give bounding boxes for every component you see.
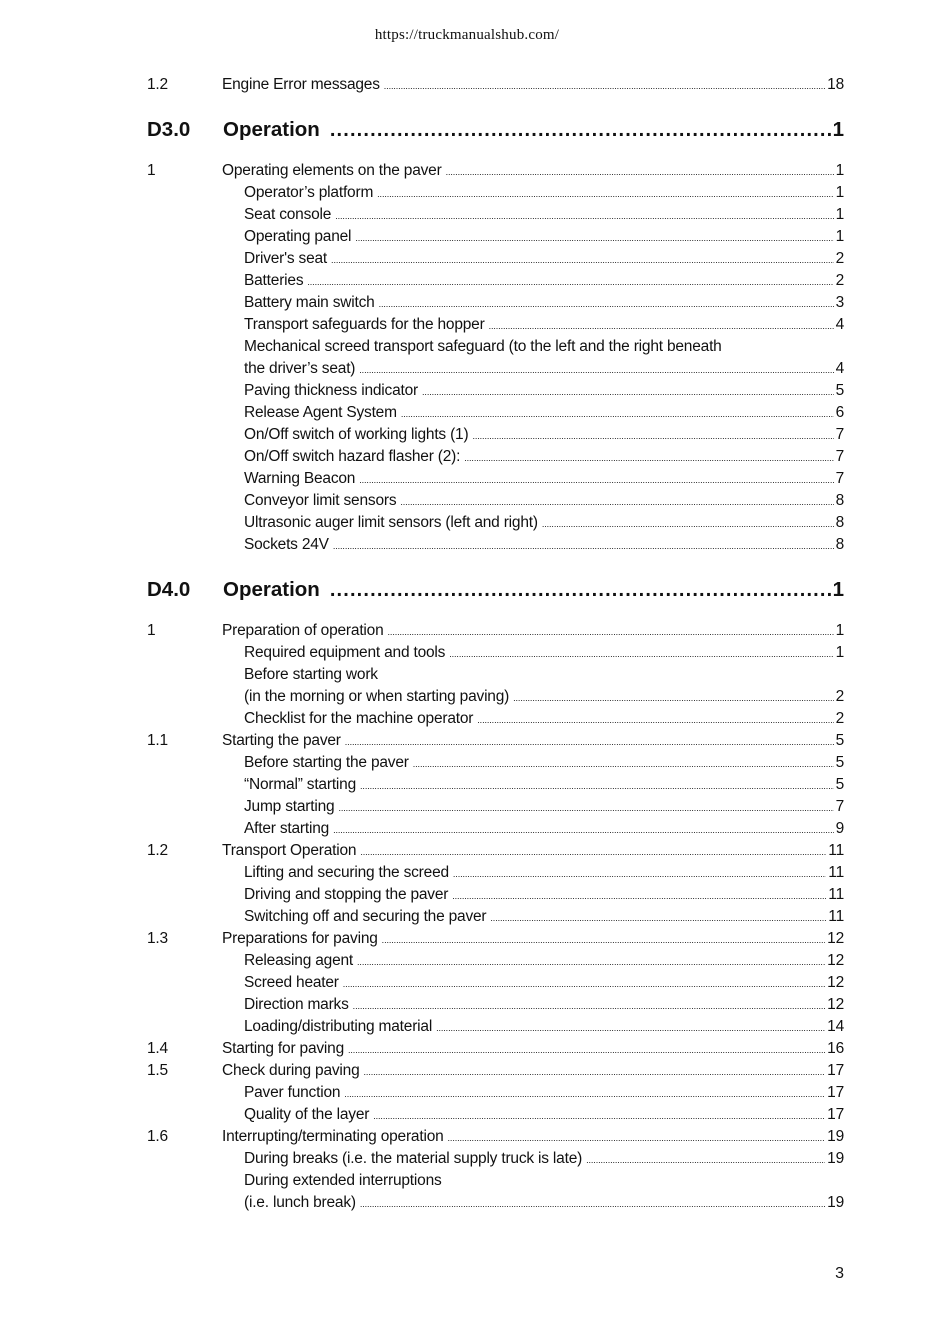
toc-entry-page: 5 [835, 754, 844, 771]
toc-entry-number: 1.5 [147, 1062, 168, 1079]
toc-entry-page: 18 [827, 76, 844, 93]
toc-entry-body [244, 490, 844, 513]
toc-entry-number: 1.3 [147, 930, 168, 947]
toc-section-heading[interactable] [147, 106, 844, 150]
toc-entry-page: 1 [835, 622, 844, 639]
toc-entry-page: 2 [835, 250, 844, 267]
toc-entry[interactable] [147, 994, 844, 1016]
toc-entry-page: 5 [835, 732, 844, 749]
toc-entry-title: Jump starting [244, 798, 335, 815]
toc-entry-body [244, 774, 844, 797]
toc-entry-page: 4 [835, 316, 844, 333]
toc-entry-body [244, 818, 844, 841]
toc-leader-dots [448, 1126, 826, 1149]
toc-entry-title: Release Agent System [244, 404, 397, 421]
toc-entry-page: 11 [828, 842, 844, 859]
toc-entry[interactable] [147, 446, 844, 468]
toc-entry-title: Seat console [244, 206, 332, 223]
toc-entry-body [244, 468, 844, 491]
toc-entry-number: 1.2 [147, 76, 168, 93]
toc-entry-title: Screed heater [244, 974, 339, 991]
toc-leader-dots [359, 468, 833, 491]
toc-entry[interactable] [147, 292, 844, 314]
toc-entry-page: 1 [832, 578, 844, 601]
toc-entry-page: 17 [827, 1084, 844, 1101]
toc-entry-title: During extended interruptions [244, 1172, 442, 1189]
toc-entry[interactable] [147, 862, 844, 884]
toc-entry-title: Preparation of operation [222, 622, 384, 639]
toc-entry-title: Operation [223, 118, 320, 141]
toc-entry-body [244, 950, 844, 973]
toc-entry-body [244, 292, 844, 315]
toc-leader-dots [330, 578, 831, 602]
toc-entry-body [244, 380, 844, 403]
toc-entry[interactable] [147, 270, 844, 292]
toc-leader-dots [513, 686, 833, 709]
toc-entry[interactable] [147, 358, 844, 380]
toc-entry-body [223, 118, 844, 142]
toc-entry[interactable] [147, 818, 844, 840]
toc-leader-dots [464, 446, 833, 469]
toc-entry-title: Lifting and securing the screed [244, 864, 449, 881]
toc-entry-body [244, 446, 844, 469]
toc-entry[interactable] [147, 468, 844, 490]
toc-entry-title: Ultrasonic auger limit sensors (left and right) [244, 514, 538, 531]
toc-entry-body [244, 226, 844, 249]
toc-entry-page: 12 [827, 952, 844, 969]
toc-entry-body [222, 928, 844, 951]
toc-entry[interactable] [147, 1082, 844, 1104]
toc-entry-page: 17 [827, 1062, 844, 1079]
toc-entry-title: Check during paving [222, 1062, 360, 1079]
toc-leader-dots [388, 620, 834, 643]
toc-entry[interactable] [147, 490, 844, 512]
toc-entry-page: 5 [835, 776, 844, 793]
toc-leader-dots [436, 1016, 825, 1039]
toc-entry-page: 1 [835, 644, 844, 661]
toc-entry-title: Required equipment and tools [244, 644, 446, 661]
toc-entry-number: 1 [147, 622, 156, 639]
toc-entry-body [244, 336, 844, 358]
toc-entry[interactable] [147, 336, 844, 358]
toc-entry-title: Before starting the paver [244, 754, 409, 771]
toc-entry-title: Operator’s platform [244, 184, 374, 201]
toc-entry-body [222, 1126, 844, 1149]
toc-entry[interactable] [147, 402, 844, 424]
toc-entry-page: 11 [828, 908, 844, 925]
toc-leader-dots [330, 118, 831, 142]
toc-entry-body [244, 708, 844, 731]
toc-entry-page: 1 [835, 184, 844, 201]
toc-leader-dots [355, 226, 833, 249]
toc-entry-body [222, 730, 844, 753]
toc-leader-dots [345, 730, 834, 753]
toc-entry[interactable] [147, 534, 844, 556]
toc-entry-body [222, 74, 844, 97]
toc-leader-dots [359, 358, 833, 381]
toc-entry[interactable] [147, 950, 844, 972]
toc-entry-title: Battery main switch [244, 294, 375, 311]
toc-entry-page: 4 [835, 360, 844, 377]
toc-leader-dots [373, 1104, 825, 1127]
toc-entry-body [244, 204, 844, 227]
toc-entry-title: Driving and stopping the paver [244, 886, 449, 903]
toc-entry-body [244, 248, 844, 271]
toc-entry-body [222, 620, 844, 643]
toc-entry-title: Before starting work [244, 666, 378, 683]
source-url[interactable]: https://truckmanualshub.com/ [374, 27, 560, 43]
toc-entry[interactable] [147, 752, 844, 774]
toc-leader-dots [360, 1192, 825, 1215]
toc-entry-body [222, 1060, 844, 1083]
toc-entry[interactable] [147, 182, 844, 204]
toc-entry-title: Paver function [244, 1084, 341, 1101]
toc-entry[interactable] [147, 884, 844, 906]
toc-entry-title: Mechanical screed transport safeguard (to the left and the right beneath [244, 338, 722, 355]
toc-entry-body [244, 512, 844, 535]
toc-entry-body [223, 578, 844, 602]
toc-entry[interactable] [147, 1038, 844, 1060]
toc-entry-page: 16 [827, 1040, 844, 1057]
toc-entry-page: 14 [827, 1018, 844, 1035]
toc-entry[interactable] [147, 730, 844, 752]
toc-entry[interactable] [147, 160, 844, 182]
toc-entry-title: On/Off switch hazard flasher (2): [244, 448, 461, 465]
toc-entry-title: Quality of the layer [244, 1106, 370, 1123]
toc-entry-title: Starting the paver [222, 732, 341, 749]
toc-leader-dots [335, 204, 833, 227]
toc-entry-body [244, 1192, 844, 1215]
toc-entry-body [244, 664, 844, 686]
toc-leader-dots [343, 972, 825, 995]
toc-entry-body [244, 906, 844, 929]
toc-entry[interactable] [147, 1126, 844, 1148]
toc-entry-body [222, 840, 844, 863]
toc-entry-title: Driver's seat [244, 250, 328, 267]
toc-entry-title: Sockets 24V [244, 536, 329, 553]
toc-entry-page: 7 [835, 470, 844, 487]
toc-entry-body [244, 1104, 844, 1127]
toc-entry-page: 12 [827, 974, 844, 991]
toc-entry-page: 8 [835, 492, 844, 509]
toc-entry-title: “Normal” starting [244, 776, 357, 793]
toc-leader-dots [490, 906, 826, 929]
toc-entry-title: Checklist for the machine operator [244, 710, 474, 727]
toc-entry[interactable] [147, 840, 844, 862]
toc-entry-body [222, 160, 844, 183]
toc-entry-body [244, 358, 844, 381]
toc-leader-dots [401, 402, 834, 425]
toc-entry-page: 17 [827, 1106, 844, 1123]
toc-entry-title: Direction marks [244, 996, 349, 1013]
toc-entry-title: Releasing agent [244, 952, 354, 969]
toc-entry-body [244, 1082, 844, 1105]
toc-entry-title: (in the morning or when starting paving) [244, 688, 510, 705]
toc-entry-number: 1 [147, 162, 156, 179]
toc-entry[interactable] [147, 1104, 844, 1126]
toc-entry-page: 2 [835, 272, 844, 289]
toc-leader-dots [449, 642, 833, 665]
toc-leader-dots [331, 248, 834, 271]
toc-entry[interactable] [147, 928, 844, 950]
toc-entry-body [244, 752, 844, 775]
toc-leader-dots [360, 774, 834, 797]
toc-leader-dots [307, 270, 833, 293]
toc-entry-page: 1 [835, 228, 844, 245]
toc-entry-page: 8 [835, 536, 844, 553]
toc-entry-page: 19 [827, 1194, 844, 1211]
toc-leader-dots [333, 534, 834, 557]
toc-leader-dots [384, 74, 825, 97]
toc-entry-body [244, 994, 844, 1017]
toc-entry[interactable] [147, 1192, 844, 1214]
toc-entry-body [222, 1038, 844, 1061]
toc-entry-title: Batteries [244, 272, 304, 289]
page-number: 3 [835, 1265, 844, 1282]
toc-entry-title: Transport safeguards for the hopper [244, 316, 485, 333]
toc-leader-dots [586, 1148, 825, 1171]
toc-entry-body [244, 270, 844, 293]
toc-entry[interactable] [147, 708, 844, 730]
toc-entry-page: 7 [835, 798, 844, 815]
toc-entry-body [244, 796, 844, 819]
toc-leader-dots [357, 950, 825, 973]
toc-entry[interactable] [147, 1016, 844, 1038]
toc-leader-dots [344, 1082, 825, 1105]
toc-entry-body [244, 884, 844, 907]
toc-entry-body [244, 1170, 844, 1192]
toc-entry[interactable] [147, 1170, 844, 1192]
toc-entry-page: 7 [835, 426, 844, 443]
toc-entry-page: 9 [835, 820, 844, 837]
toc-entry-page: 19 [827, 1150, 844, 1167]
toc-entry-title: Operating elements on the paver [222, 162, 442, 179]
toc-entry-number: D3.0 [147, 118, 191, 141]
toc-entry-body [244, 402, 844, 425]
toc-entry-page: 1 [832, 118, 844, 141]
toc-entry[interactable] [147, 686, 844, 708]
toc-entry-body [244, 686, 844, 709]
toc-entry[interactable] [147, 380, 844, 402]
toc-entry-page: 6 [835, 404, 844, 421]
toc-section-heading[interactable] [147, 566, 844, 610]
toc-entry[interactable] [147, 424, 844, 446]
toc-entry-title: On/Off switch of working lights (1) [244, 426, 469, 443]
toc-entry-body [244, 1016, 844, 1039]
toc-leader-dots [377, 182, 833, 205]
toc-entry-body [244, 972, 844, 995]
toc-leader-dots [413, 752, 834, 775]
toc-leader-dots [364, 1060, 826, 1083]
toc-leader-dots [333, 818, 834, 841]
toc-entry-page: 5 [835, 382, 844, 399]
toc-entry-number: 1.6 [147, 1128, 168, 1145]
toc-entry-title: Interrupting/terminating operation [222, 1128, 444, 1145]
toc-entry[interactable] [147, 972, 844, 994]
toc-leader-dots [348, 1038, 825, 1061]
toc-entry[interactable] [147, 1060, 844, 1082]
toc-entry-number: 1.2 [147, 842, 168, 859]
toc-entry[interactable] [147, 314, 844, 336]
toc-leader-dots [400, 490, 833, 513]
table-of-contents [147, 74, 844, 1214]
toc-entry-title: Operating panel [244, 228, 352, 245]
toc-entry-page: 12 [827, 930, 844, 947]
toc-entry-title: During breaks (i.e. the material supply truck is late) [244, 1150, 583, 1167]
toc-entry-body [244, 424, 844, 447]
toc-leader-dots [353, 994, 825, 1017]
toc-entry-page: 7 [835, 448, 844, 465]
toc-entry[interactable] [147, 204, 844, 226]
toc-entry-number: 1.4 [147, 1040, 168, 1057]
toc-leader-dots [542, 512, 834, 535]
toc-entry-title: Starting for paving [222, 1040, 344, 1057]
toc-leader-dots [379, 292, 834, 315]
toc-entry-number: 1.1 [147, 732, 168, 749]
toc-entry[interactable] [147, 774, 844, 796]
toc-entry[interactable] [147, 796, 844, 818]
toc-leader-dots [422, 380, 834, 403]
toc-entry-page: 11 [828, 864, 844, 881]
toc-entry-title: After starting [244, 820, 330, 837]
toc-entry-title: Paving thickness indicator [244, 382, 419, 399]
toc-entry-body [244, 862, 844, 885]
toc-entry-title: Operation [223, 578, 320, 601]
toc-leader-dots [360, 840, 826, 863]
toc-entry-page: 12 [827, 996, 844, 1013]
toc-entry-title: the driver’s seat) [244, 360, 356, 377]
toc-entry-body [244, 642, 844, 665]
toc-entry-title: Warning Beacon [244, 470, 356, 487]
toc-entry[interactable] [147, 664, 844, 686]
toc-entry-page: 1 [835, 206, 844, 223]
toc-entry[interactable] [147, 248, 844, 270]
toc-leader-dots [453, 862, 826, 885]
toc-entry-body [244, 314, 844, 337]
toc-leader-dots [382, 928, 825, 951]
toc-entry[interactable] [147, 642, 844, 664]
toc-leader-dots [472, 424, 833, 447]
toc-entry-body [244, 182, 844, 205]
toc-entry-page: 3 [835, 294, 844, 311]
toc-leader-dots [489, 314, 834, 337]
toc-leader-dots [477, 708, 833, 731]
toc-entry[interactable] [147, 74, 844, 96]
toc-entry[interactable] [147, 906, 844, 928]
toc-entry-number: D4.0 [147, 578, 191, 601]
toc-entry-title: Transport Operation [222, 842, 357, 859]
toc-entry[interactable] [147, 512, 844, 534]
toc-entry-page: 19 [827, 1128, 844, 1145]
toc-entry-title: Loading/distributing material [244, 1018, 433, 1035]
toc-entry-title: Preparations for paving [222, 930, 378, 947]
toc-leader-dots [446, 160, 834, 183]
toc-entry-page: 1 [835, 162, 844, 179]
toc-entry[interactable] [147, 226, 844, 248]
toc-entry-title: Conveyor limit sensors [244, 492, 397, 509]
toc-entry-title: (i.e. lunch break) [244, 1194, 356, 1211]
toc-leader-dots [338, 796, 833, 819]
toc-entry-page: 2 [835, 688, 844, 705]
toc-entry-body [244, 534, 844, 557]
toc-entry-title: Switching off and securing the paver [244, 908, 487, 925]
toc-entry[interactable] [147, 620, 844, 642]
toc-entry[interactable] [147, 1148, 844, 1170]
toc-entry-page: 8 [835, 514, 844, 531]
toc-entry-page: 2 [835, 710, 844, 727]
toc-leader-dots [452, 884, 826, 907]
toc-entry-page: 11 [828, 886, 844, 903]
toc-entry-title: Engine Error messages [222, 76, 380, 93]
toc-entry-body [244, 1148, 844, 1171]
